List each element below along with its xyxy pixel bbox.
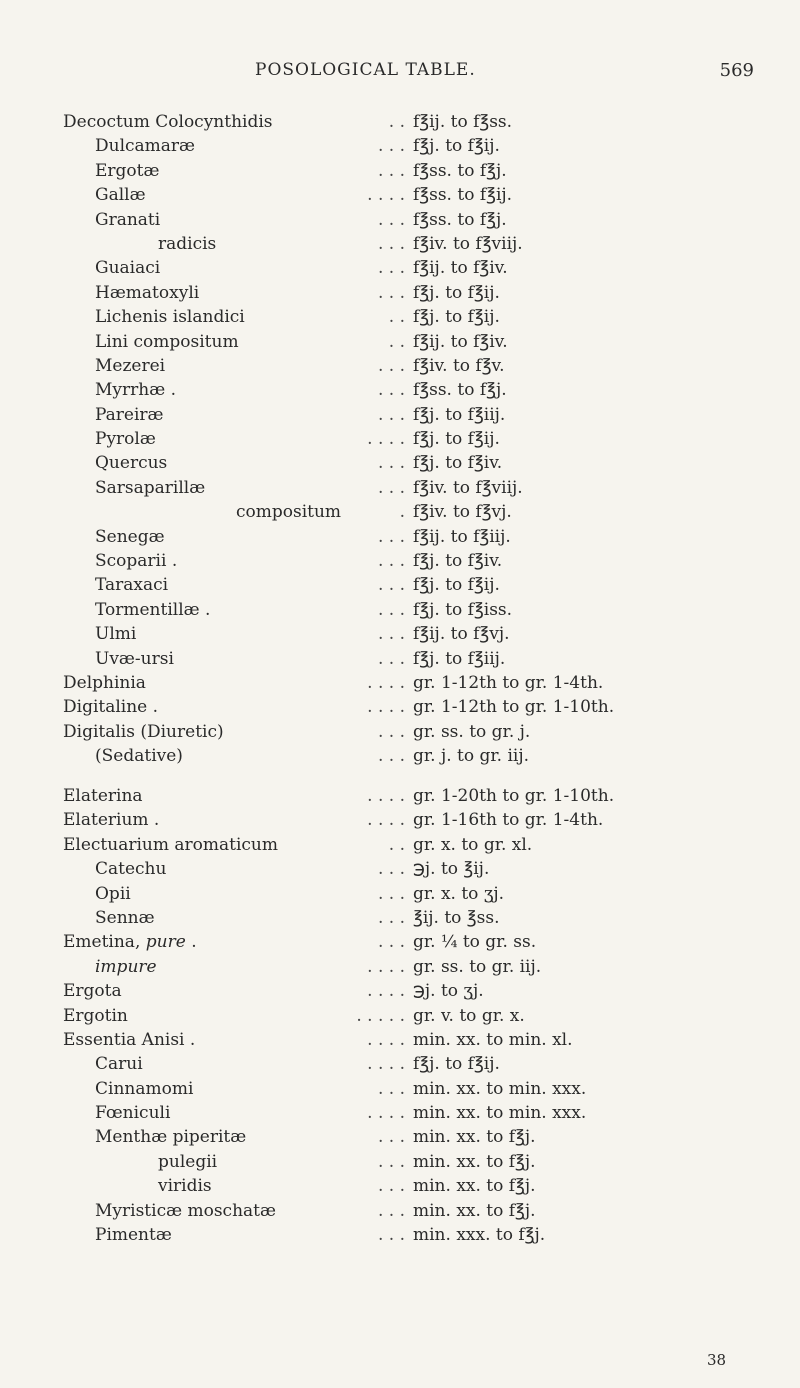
table-row — [0, 695, 800, 719]
leader-dots: . . . — [377, 380, 405, 401]
table-row — [0, 183, 800, 207]
drug-name: Tormentillæ . — [95, 599, 211, 620]
drug-name: Essentia Anisi . — [63, 1029, 196, 1050]
dose-range: gr. 1-20th to gr. 1-10th. — [413, 786, 615, 806]
dose-range: f℥j. to f℥iij. — [413, 404, 506, 425]
leader-dots: . — [399, 502, 405, 523]
dose-range: gr. ¼ to gr. ss. — [413, 932, 537, 953]
table-row — [0, 305, 800, 329]
table-row — [0, 671, 800, 695]
leader-dots: . . . . — [367, 1103, 405, 1124]
dose-range: gr. 1-16th to gr. 1-4th. — [413, 810, 604, 831]
drug-name: Ulmi — [95, 624, 137, 645]
dose-range: f℥j. to f℥ij. — [413, 575, 500, 596]
leader-dots: . . . . — [367, 981, 405, 1002]
table-row — [0, 979, 800, 1003]
drug-name: Pimentæ — [95, 1225, 172, 1246]
leader-dots: . . . . — [367, 697, 405, 718]
drug-name: Pareiræ — [95, 404, 164, 425]
dose-range: f℥iv. to f℥viij. — [413, 477, 523, 498]
dose-range: f℥ij. to f℥iij. — [413, 526, 511, 547]
leader-dots: . . . — [377, 136, 405, 157]
dose-range: gr. x. to gr. xl. — [413, 834, 533, 855]
dose-range: gr. v. to gr. x. — [413, 1005, 525, 1026]
drug-name: Dulcamaræ — [95, 136, 196, 157]
dose-range: min. xx. to min. xl. — [413, 1029, 573, 1050]
leader-dots: . . . — [377, 907, 405, 928]
table-row — [0, 647, 800, 671]
leader-dots: . . . — [377, 746, 405, 767]
leader-dots: . . . — [377, 932, 405, 953]
leader-dots: . . . — [377, 526, 405, 547]
dose-range: gr. 1-12th to gr. 1-10th. — [413, 697, 615, 718]
dose-range: min. xx. to f℥j. — [413, 1176, 536, 1197]
dose-range: f℥ij. to f℥iv. — [413, 331, 508, 352]
dose-range: f℥j. to f℥iij. — [413, 648, 506, 669]
signature-mark: 38 — [707, 1351, 727, 1369]
drug-name: Hæmatoxyli — [95, 282, 200, 303]
table-row — [0, 1223, 800, 1247]
page-title: POSOLOGICAL TABLE. — [255, 60, 476, 80]
drug-name: pulegii — [158, 1151, 218, 1172]
leader-dots: . . . . — [367, 429, 405, 450]
leader-dots: . . . — [377, 1127, 405, 1148]
leader-dots: . . . — [377, 258, 405, 279]
dose-range: min. xx. to min. xxx. — [413, 1078, 587, 1099]
drug-name: Digitalis (Diuretic) — [63, 721, 224, 742]
leader-dots: . . . — [377, 551, 405, 572]
table-row — [0, 930, 800, 954]
drug-name: Gallæ — [95, 185, 146, 206]
drug-name: Myrrhæ . — [95, 380, 176, 401]
table-row — [0, 256, 800, 280]
table-row — [0, 808, 800, 832]
leader-dots: . . — [388, 834, 405, 855]
leader-dots: . . . — [377, 233, 405, 254]
drug-name: compositum — [236, 502, 342, 523]
table-row — [0, 1150, 800, 1174]
dose-range: f℥j. to f℥ij. — [413, 1054, 500, 1075]
leader-dots: . . . . — [367, 786, 405, 806]
leader-dots: . . — [388, 331, 405, 352]
dose-range: gr. j. to gr. iij. — [413, 746, 529, 767]
table-row — [0, 598, 800, 622]
dose-range: f℥iv. to f℥viij. — [413, 233, 523, 254]
dose-range: f℥iv. to f℥vj. — [413, 502, 512, 523]
leader-dots: . . . . — [367, 1029, 405, 1050]
leader-dots: . . . — [377, 1176, 405, 1197]
dose-range: min. xx. to f℥j. — [413, 1200, 536, 1221]
dose-range: min. xxx. to f℥j. — [413, 1225, 546, 1246]
drug-name: Mezerei — [95, 355, 166, 376]
table-row — [0, 1199, 800, 1223]
leader-dots: . . . . — [367, 956, 405, 977]
table-row — [0, 1028, 800, 1052]
posology-table-section-1 — [0, 110, 800, 769]
drug-name: Quercus — [95, 453, 168, 474]
drug-name: Ergotin — [63, 1005, 128, 1026]
page-number: 569 — [719, 60, 754, 81]
dose-range: f℥ss. to f℥ij. — [413, 185, 513, 206]
leader-dots: . . . — [377, 477, 405, 498]
drug-name: Decoctum Colocynthidis — [63, 112, 273, 132]
dose-range: min. xx. to f℥j. — [413, 1127, 536, 1148]
drug-name: Granati — [95, 209, 161, 230]
dose-range: gr. ss. to gr. iij. — [413, 956, 542, 977]
drug-name: Sennæ — [95, 907, 155, 928]
table-row — [0, 110, 800, 134]
leader-dots: . . . . — [367, 1054, 405, 1075]
table-row — [0, 1004, 800, 1028]
leader-dots: . . . . — [367, 672, 405, 693]
dose-range: f℥j. to f℥iv. — [413, 453, 503, 474]
table-row — [0, 281, 800, 305]
drug-name: Menthæ piperitæ — [95, 1127, 247, 1148]
dose-range: f℥j. to f℥iss. — [413, 599, 513, 620]
dose-range: f℥ij. to f℥iv. — [413, 258, 508, 279]
leader-dots: . . . — [377, 404, 405, 425]
drug-name: Digitaline . — [63, 697, 159, 718]
table-row — [0, 525, 800, 549]
table-row — [0, 476, 800, 500]
leader-dots: . . . — [377, 624, 405, 645]
dose-range: gr. ss. to gr. j. — [413, 721, 531, 742]
running-head — [0, 60, 800, 84]
leader-dots: . . — [388, 112, 405, 132]
leader-dots: . . . — [377, 160, 405, 181]
table-row — [0, 784, 800, 808]
table-row — [0, 427, 800, 451]
table-row — [0, 549, 800, 573]
leader-dots: . . . . . — [356, 1005, 405, 1026]
posology-table-section-2 — [0, 784, 800, 1247]
table-row — [0, 1174, 800, 1198]
drug-name: Electuarium aromaticum — [63, 834, 278, 855]
table-row — [0, 403, 800, 427]
drug-name: viridis — [158, 1176, 212, 1197]
dose-range: f℥j. to f℥iv. — [413, 551, 503, 572]
drug-name: Catechu — [95, 859, 167, 880]
dose-range: ℈j. to ʒj. — [413, 981, 484, 1002]
table-row — [0, 208, 800, 232]
leader-dots: . . . — [377, 209, 405, 230]
table-row — [0, 378, 800, 402]
dose-range: min. xx. to f℥j. — [413, 1151, 536, 1172]
leader-dots: . . . . — [367, 185, 405, 206]
drug-name: radicis — [158, 233, 217, 254]
leader-dots: . . . — [377, 575, 405, 596]
table-row — [0, 1077, 800, 1101]
dose-range: gr. x. to ʒj. — [413, 883, 505, 904]
drug-name: Cinnamomi — [95, 1078, 194, 1099]
dose-range: f℥j. to f℥ij. — [413, 136, 500, 157]
dose-range: min. xx. to min. xxx. — [413, 1103, 587, 1124]
drug-name: Lini compositum — [95, 331, 239, 352]
table-row — [0, 720, 800, 744]
drug-name: Sarsaparillæ — [95, 477, 206, 498]
table-row — [0, 906, 800, 930]
table-row — [0, 1125, 800, 1149]
leader-dots: . . — [388, 307, 405, 328]
table-row — [0, 451, 800, 475]
leader-dots: . . . . — [367, 810, 405, 831]
drug-name: Elaterium . — [63, 810, 160, 831]
drug-name: Carui — [95, 1054, 143, 1075]
table-row — [0, 134, 800, 158]
table-row — [0, 744, 800, 768]
table-row — [0, 622, 800, 646]
leader-dots: . . . — [377, 1225, 405, 1246]
table-row — [0, 1101, 800, 1125]
drug-name: Opii — [95, 883, 131, 904]
leader-dots: . . . — [377, 453, 405, 474]
table-row — [0, 833, 800, 857]
drug-name: Senegæ — [95, 526, 165, 547]
drug-name: impure — [95, 956, 157, 977]
leader-dots: . . . — [377, 282, 405, 303]
dose-range: f℥ij. to f℥vj. — [413, 624, 510, 645]
drug-name: Ergotæ — [95, 160, 160, 181]
dose-range: ℥ij. to ℥ss. — [413, 907, 500, 928]
leader-dots: . . . — [377, 721, 405, 742]
drug-name: Guaiaci — [95, 258, 161, 279]
leader-dots: . . . — [377, 859, 405, 880]
table-row — [0, 159, 800, 183]
leader-dots: . . . — [377, 1151, 405, 1172]
table-row — [0, 857, 800, 881]
dose-range: f℥ss. to f℥j. — [413, 209, 507, 230]
dose-range: f℥iv. to f℥v. — [413, 355, 505, 376]
drug-name: Emetina, pure . — [63, 932, 197, 953]
dose-range: f℥j. to f℥ij. — [413, 282, 500, 303]
table-row — [0, 1052, 800, 1076]
table-row — [0, 955, 800, 979]
drug-name: Taraxaci — [95, 575, 169, 596]
leader-dots: . . . — [377, 599, 405, 620]
table-row — [0, 882, 800, 906]
drug-name: Ergota — [63, 981, 122, 1002]
dose-range: f℥j. to f℥ij. — [413, 429, 500, 450]
leader-dots: . . . — [377, 648, 405, 669]
drug-name: Uvæ-ursi — [95, 648, 174, 669]
drug-name: Lichenis islandici — [95, 307, 245, 328]
table-row — [0, 330, 800, 354]
dose-range: ℈j. to ℥ij. — [413, 859, 490, 880]
table-row — [0, 232, 800, 256]
drug-name: Scoparii . — [95, 551, 178, 572]
dose-range: f℥ss. to f℥j. — [413, 380, 507, 401]
leader-dots: . . . — [377, 883, 405, 904]
drug-name: Myristicæ moschatæ — [95, 1200, 276, 1221]
drug-name: (Sedative) — [95, 746, 183, 767]
dose-range: f℥ij. to f℥ss. — [413, 112, 513, 132]
leader-dots: . . . — [377, 1078, 405, 1099]
leader-dots: . . . — [377, 1200, 405, 1221]
table-row — [0, 500, 800, 524]
leader-dots: . . . — [377, 355, 405, 376]
drug-name: Fœniculi — [95, 1103, 171, 1124]
dose-range: gr. 1-12th to gr. 1-4th. — [413, 672, 604, 693]
dose-range: f℥j. to f℥ij. — [413, 307, 500, 328]
drug-name: Elaterina — [63, 786, 143, 806]
dose-range: f℥ss. to f℥j. — [413, 160, 507, 181]
table-row — [0, 573, 800, 597]
drug-name: Delphinia — [63, 672, 146, 693]
drug-name: Pyrolæ — [95, 429, 156, 450]
table-row — [0, 354, 800, 378]
